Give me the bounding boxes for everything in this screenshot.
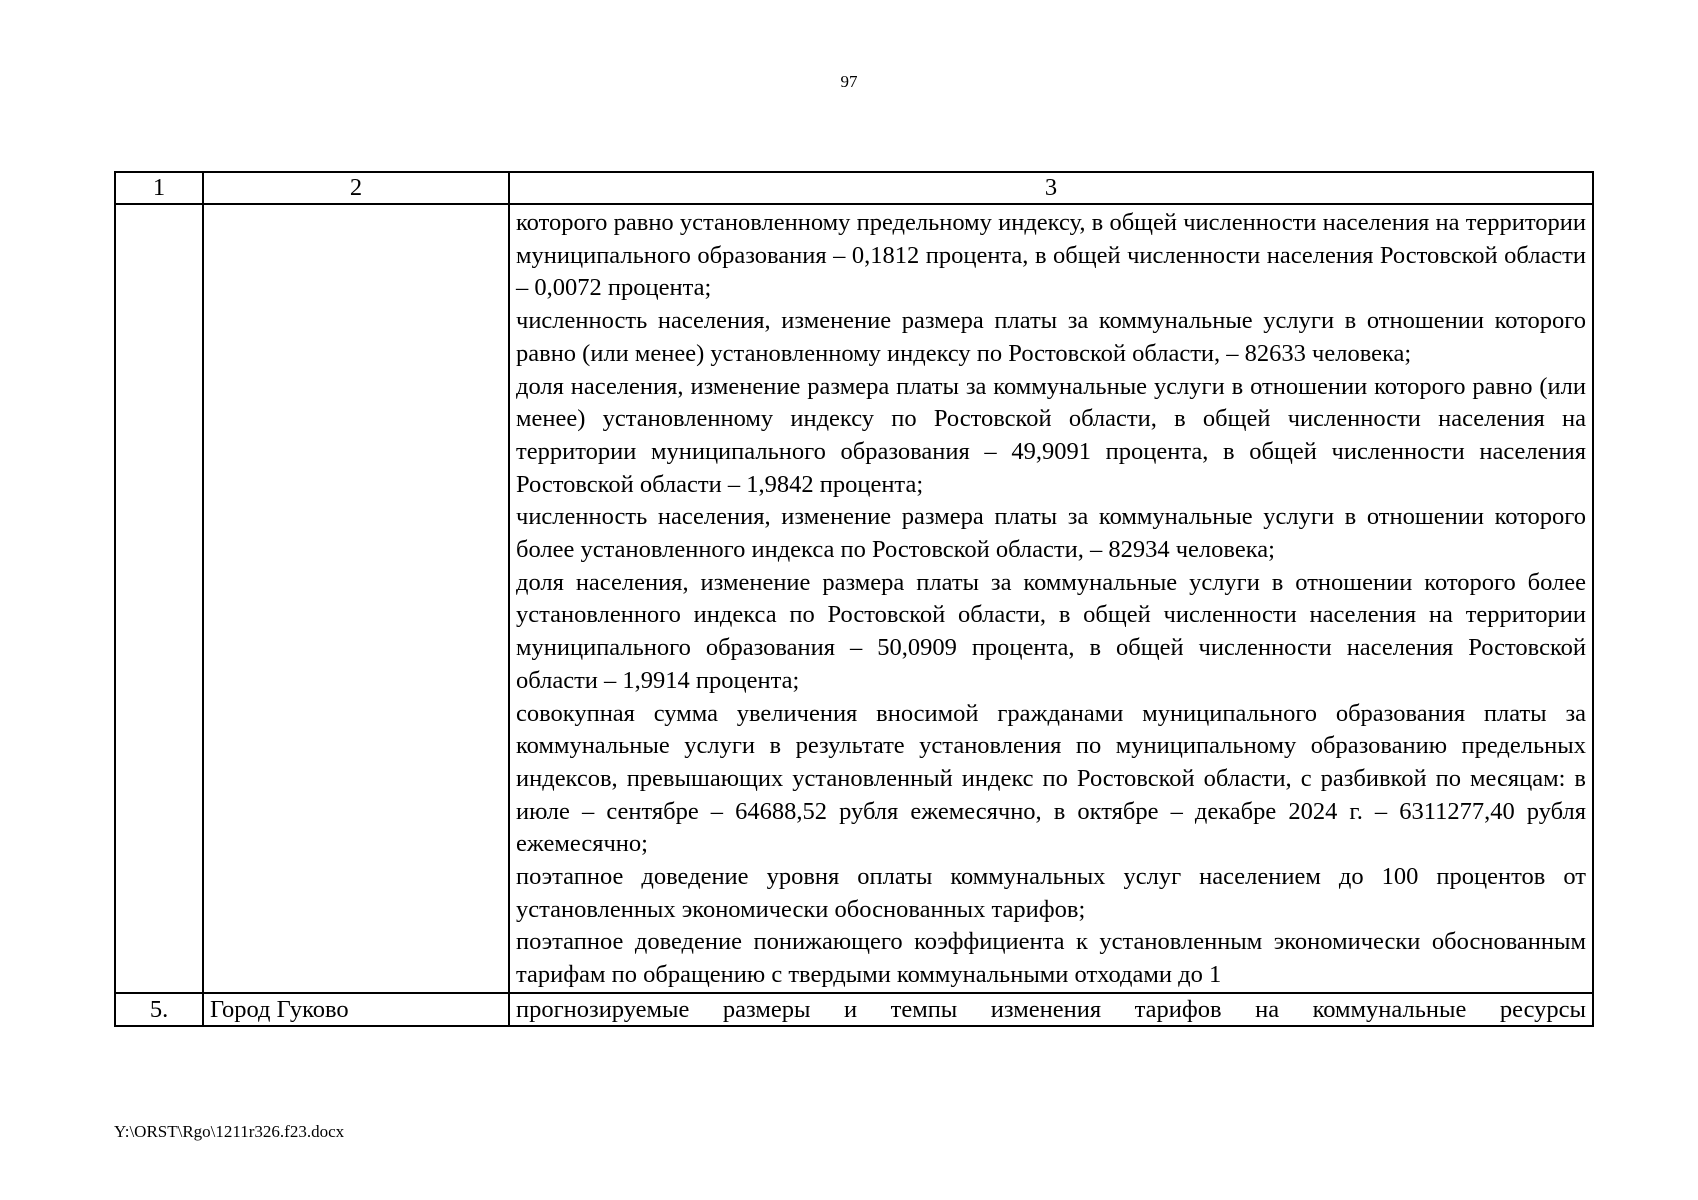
row-content: прогнозируемые размеры и темпы изменения тарифов на коммунальные ресурсы — [509, 993, 1593, 1026]
table-header-row — [115, 172, 1593, 204]
column-header-1: 1 — [115, 172, 203, 204]
data-table — [114, 171, 1594, 1027]
paragraph: которого равно установленному предельному индексу, в общей численности населения на территории муниципального образования – 0,1812 процента, в общей численности населения Ростовской области – 0,0072 процента; — [516, 209, 1586, 302]
paragraph: численность населения, изменение размера платы за коммунальные услуги в отношении которого более установленного индекса по Ростовской области, – 82934 человека; — [516, 503, 1586, 564]
column-header-3: 3 — [509, 172, 1593, 204]
table-cell-number-empty — [115, 204, 203, 993]
paragraph: численность населения, изменение размера платы за коммунальные услуги в отношении которого равно (или менее) установленному индексу по Ростовской области, – 82633 человека; — [516, 307, 1586, 367]
table-cell-content — [509, 204, 1593, 993]
paragraph: поэтапное доведение понижающего коэффициента к установленным экономически обоснованным тарифам по обращению с твердыми коммунальными отходами до 1 — [516, 928, 1586, 989]
municipality-name: Город Гуково — [203, 993, 509, 1026]
paragraph: доля населения, изменение размера платы за коммунальные услуги в отношении которого равно (или менее) установленному индексу по Ростовской области, в общей численности населения на территории муниципального образования – 49,9091 процента, в общей численности населения Ростовской области – 1,9842 процента; — [516, 372, 1586, 498]
paragraph: поэтапное доведение уровня оплаты коммунальных услуг населением до 100 процентов от установленных экономически обоснованных тарифов; — [516, 863, 1586, 923]
table-cell-name-empty — [203, 204, 509, 993]
row-number: 5. — [115, 993, 203, 1026]
file-path-footer: Y:\ORST\Rgo\1211r326.f23.docx — [114, 1122, 345, 1141]
paragraph: совокупная сумма увеличения вносимой гражданами муниципального образования платы за коммунальные услуги в результате установления по муниципальному образованию предельных индексов, превышающих установленный индекс по Ростовской области, с разбивкой по месяцам: в июле – сентябре – 64688,52 рубля ежемесячно, в октябре – декабре 2024 г. – 6311277,40 рубля ежемесячно; — [516, 699, 1586, 858]
page-number: 97 — [840, 72, 858, 91]
paragraph: доля населения, изменение размера платы за коммунальные услуги в отношении которого более установленного индекса по Ростовской области, в общей численности населения на территории муниципального образования – 50,0909 процента, в общей численности населения Ростовской области – 1,9914 процента; — [516, 568, 1586, 694]
column-header-2: 2 — [203, 172, 509, 204]
table-row-continuation — [115, 204, 1593, 993]
table-row — [115, 993, 1593, 1026]
